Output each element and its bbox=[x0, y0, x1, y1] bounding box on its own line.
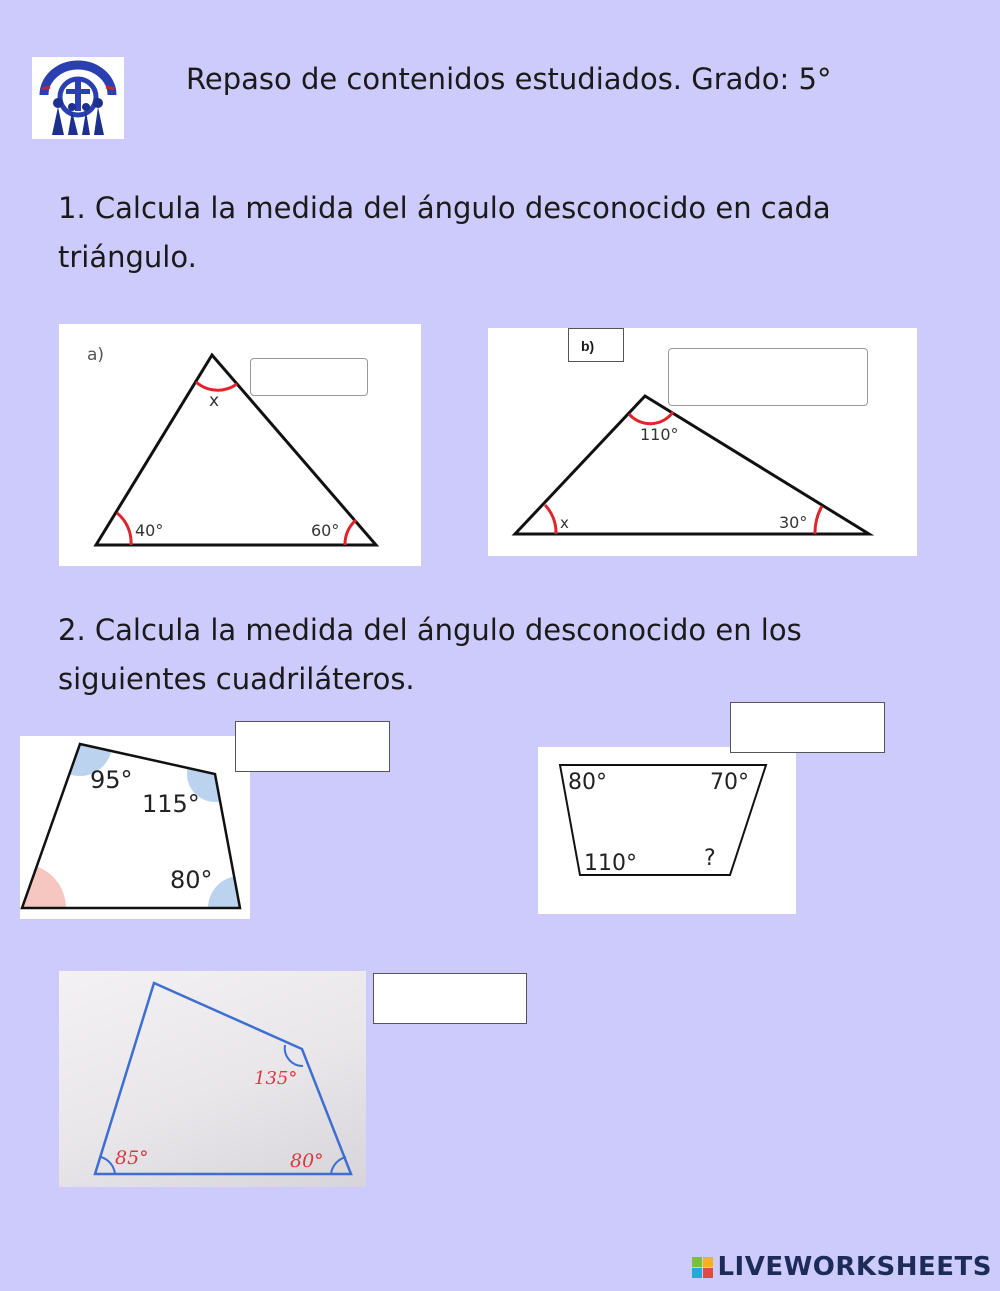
angle-d-1-label: 80° bbox=[568, 770, 607, 795]
school-logo bbox=[32, 57, 124, 139]
question-2-text: 2. Calcula la medida del ángulo desconocido en los siguientes cuadriláteros. bbox=[58, 613, 802, 696]
page-title: Repaso de contenidos estudiados. Grado: 5° bbox=[186, 62, 832, 96]
quadrilateral-e-figure bbox=[59, 971, 366, 1187]
angle-e-3-label: 80° bbox=[290, 1150, 324, 1172]
angle-a-right-label: 60° bbox=[311, 521, 340, 540]
quadrilateral-c-figure bbox=[20, 736, 250, 919]
figure-a-tag: a) bbox=[87, 345, 105, 365]
angle-e-1-label: 135° bbox=[254, 1068, 298, 1089]
angle-e-2-label: 85° bbox=[115, 1147, 149, 1169]
liveworksheets-brand[interactable] bbox=[692, 1252, 992, 1282]
figure-b-tag-text: b) bbox=[581, 338, 595, 354]
angle-b-top-label: 110° bbox=[640, 425, 679, 444]
angle-d-4-label: ? bbox=[704, 846, 716, 871]
answer-input-d[interactable] bbox=[730, 702, 885, 753]
angle-b-left-label: x bbox=[560, 514, 569, 532]
answer-input-c[interactable] bbox=[235, 721, 390, 772]
answer-input-b[interactable] bbox=[668, 348, 868, 406]
angle-c-3-label: 80° bbox=[170, 866, 213, 894]
angle-a-left-label: 40° bbox=[135, 521, 164, 540]
liveworksheets-logo-icon bbox=[692, 1257, 713, 1278]
angle-a-top-label: x bbox=[209, 391, 220, 411]
answer-input-a[interactable] bbox=[250, 358, 368, 396]
quadrilateral-d-figure bbox=[538, 747, 796, 914]
angle-c-2-label: 115° bbox=[142, 790, 200, 818]
figure-b-tag bbox=[568, 328, 624, 362]
angle-c-1-label: 95° bbox=[90, 766, 133, 794]
answer-input-e[interactable] bbox=[373, 973, 527, 1024]
question-1-text: 1. Calcula la medida del ángulo desconocido en cada triángulo. bbox=[58, 191, 831, 274]
angle-d-2-label: 70° bbox=[710, 770, 749, 795]
angle-b-right-label: 30° bbox=[779, 513, 808, 532]
angle-d-3-label: 110° bbox=[584, 851, 637, 876]
brand-text: LIVEWORKSHEETS bbox=[717, 1252, 992, 1282]
